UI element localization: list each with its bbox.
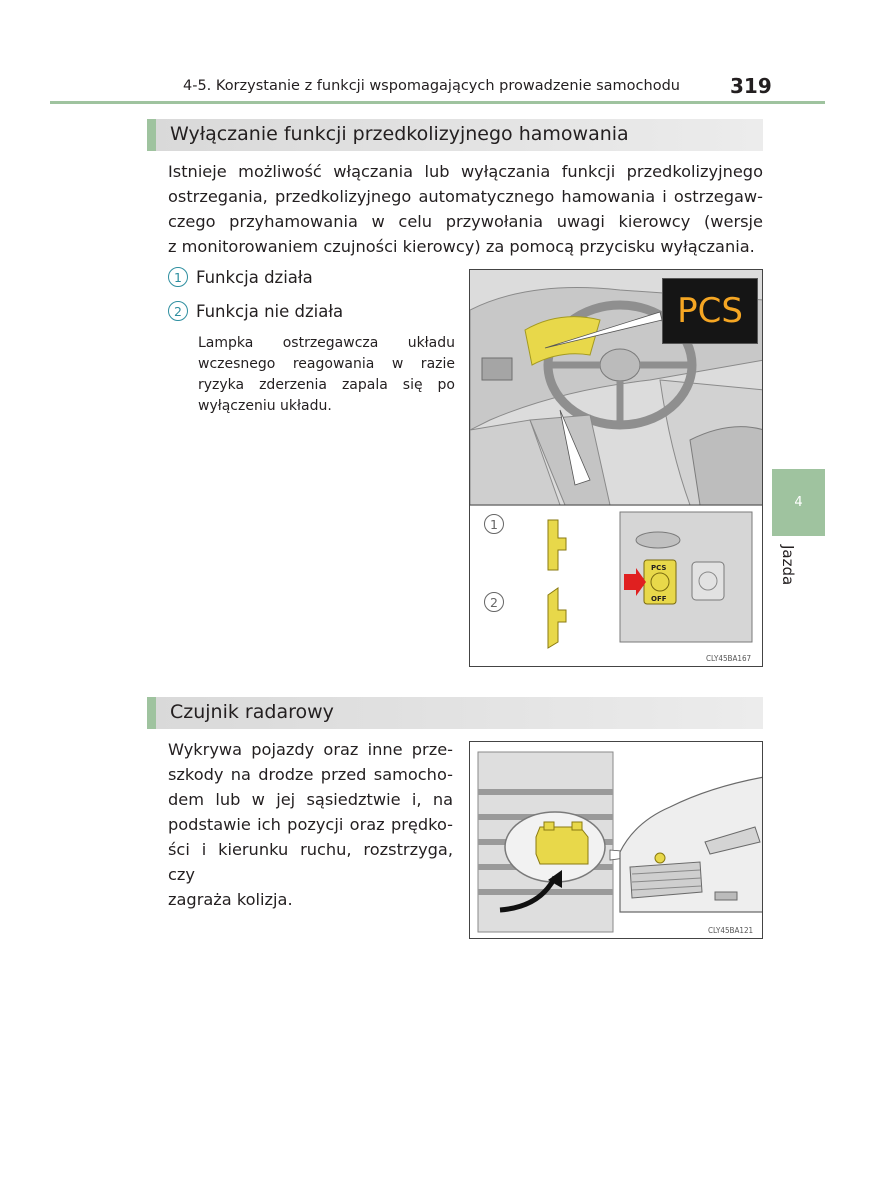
paragraph-line: z monitorowaniem czujności kierowcy) za pomocą przycisku wyłączania. <box>168 237 755 256</box>
paragraph-line: podstawie ich pozycji oraz prędko- <box>168 815 453 834</box>
note-line: wyłączeniu układu. <box>198 398 332 414</box>
number-circle-icon: 2 <box>168 301 188 321</box>
section-title: Wyłączanie funkcji przedkolizyjnego hamowania <box>170 123 629 145</box>
intro-paragraph <box>168 159 763 259</box>
chapter-tab <box>772 469 825 536</box>
pcs-indicator <box>662 278 758 344</box>
radar-sensor-illustration <box>469 741 763 939</box>
list-item-label: Funkcja działa <box>196 267 313 287</box>
pcs-button-label: PCS <box>651 564 667 572</box>
paragraph-line: Wykrywa pojazdy oraz inne prze- <box>168 740 453 759</box>
pcs-switch-illustration <box>469 269 763 667</box>
pcs-indicator-text: PCS <box>677 291 743 331</box>
list-item-label: Funkcja nie działa <box>196 301 344 321</box>
paragraph-line: dem lub w jej sąsiedztwie i, na <box>168 790 453 809</box>
section-heading-bar <box>147 697 763 729</box>
list-item <box>168 301 343 321</box>
chapter-label: Jazda <box>779 545 797 586</box>
chapter-number: 4 <box>794 495 803 510</box>
note-text <box>198 333 455 417</box>
paragraph-line: ści i kierunku ruchu, rozstrzyga, czy <box>168 840 453 884</box>
radar-paragraph <box>168 737 453 912</box>
paragraph-line: ostrzegania, przedkolizyjnego automatycznego hamowania i ostrzegaw- <box>168 187 763 206</box>
note-line: wczesnego reagowania w razie <box>198 356 455 372</box>
number-circle-icon: 1 <box>484 514 504 534</box>
header-rule <box>50 101 825 104</box>
figure-code: CLY45BA121 <box>708 926 754 935</box>
paragraph-line: szkody na drodze przed samocho- <box>168 765 453 784</box>
page-number: 319 <box>730 74 772 98</box>
running-header: 4-5. Korzystanie z funkcji wspomagających prowadzenie samochodu <box>183 78 680 94</box>
section-title: Czujnik radarowy <box>170 701 334 723</box>
paragraph-line: zagraża kolizja. <box>168 890 293 909</box>
off-button-label: OFF <box>651 595 667 603</box>
list-item <box>168 267 313 287</box>
paragraph-line: Istnieje możliwość włączania lub wyłączania funkcji przedkolizyjnego <box>168 162 763 181</box>
figure-code: CLY45BA167 <box>706 654 752 663</box>
number-circle-icon: 1 <box>168 267 188 287</box>
radar-drawing <box>470 742 763 939</box>
paragraph-line: czego przyhamowania w celu przywołania uwagi kierowcy (wersje <box>168 212 763 231</box>
note-line: Lampka ostrzegawcza układu <box>198 335 455 351</box>
number-circle-icon: 2 <box>484 592 504 612</box>
section-heading-bar <box>147 119 763 151</box>
note-line: ryzyka zderzenia zapala się po <box>198 377 455 393</box>
